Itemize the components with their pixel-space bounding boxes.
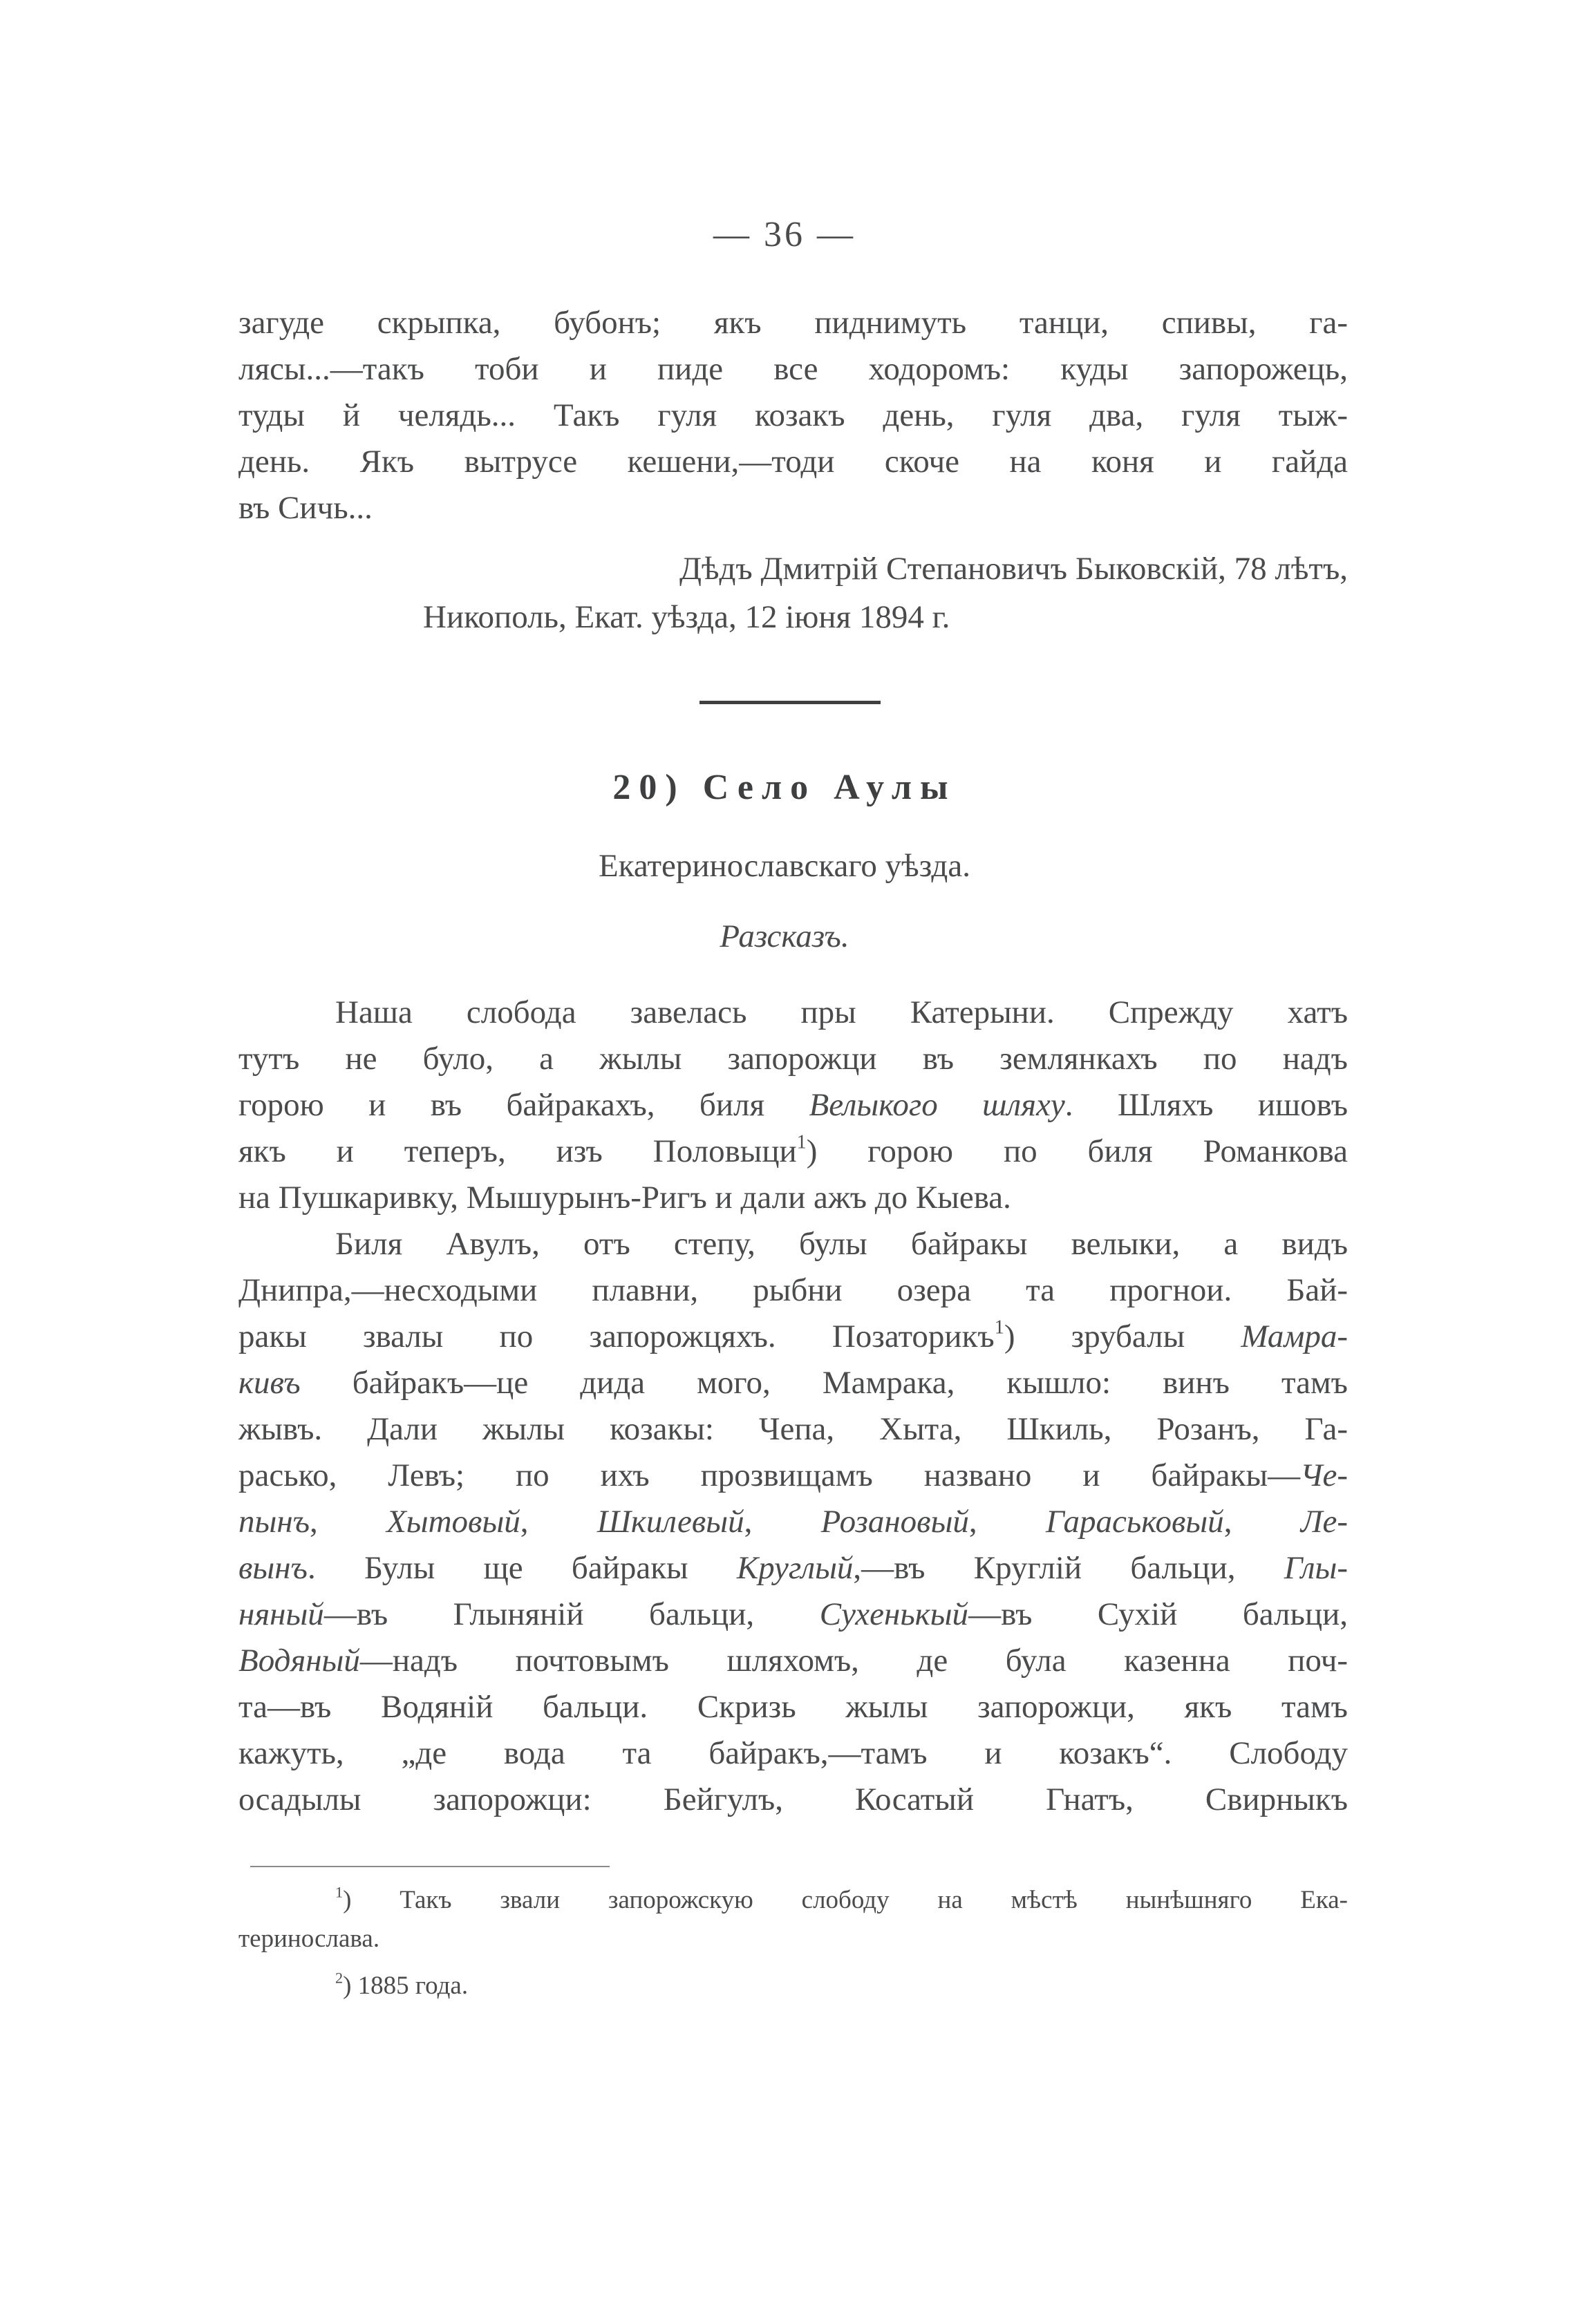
text-line: жывъ. Дали жылы козакы: Чепа, Хыта, Шкиль, Розанъ, Га-: [238, 1411, 1348, 1447]
footnote-ref: 1: [796, 1131, 807, 1153]
text-line: Днипра,—несходыми плавни, рыбни озера та прогнои. Бай-: [238, 1272, 1348, 1308]
text-line: кивъ байракъ—це дида мого, Мамрака, кышло: винъ тамъ: [238, 1365, 1348, 1401]
text-line: на Пушкаривку, Мышурынъ-Ригъ и дали ажъ до Кыева.: [238, 1180, 1011, 1216]
text-line: расько, Левъ; по ихъ прозвищамъ названо и байракы—Че-: [238, 1457, 1348, 1493]
text-line: тутъ не було, а жылы запорожци въ землянкахъ по надъ: [238, 1041, 1348, 1077]
text-line: ракы звалы по запорожцяхъ. Позаторикъ$^1$) зрубалы Мамра-: [238, 1316, 1348, 1354]
place-date-attribution: Никополь, Екат. уѣзда, 12 іюня 1894 г.: [423, 599, 950, 635]
text-line: Водяный—надъ почтовымъ шляхомъ, де була казенна поч-: [238, 1643, 1348, 1679]
section-title: 20) Село Аулы: [612, 768, 957, 807]
text-line: осадылы запорожци: Бейгулъ, Косатый Гнатъ, Свирныкъ: [238, 1782, 1348, 1817]
footnote-1: $^1$) Такъ звали запорожскую слободу на мѣстѣ нынѣшняго Ека-: [335, 1883, 1348, 1914]
text-line: туды й челядь... Такъ гуля козакъ день, гуля два, гуля тыж-: [238, 397, 1348, 433]
footnote-1-continued: теринослава.: [238, 1925, 380, 1953]
page-number: — 36 —: [713, 215, 856, 254]
text-line: въ Сичь...: [238, 490, 373, 526]
footnote-ref: 1: [994, 1316, 1004, 1339]
text-line: загуде скрыпка, бубонъ; якъ пиднимуть танци, спивы, га-: [238, 305, 1348, 341]
text-line: якъ и теперъ, изъ Половыци$^1$) горою по биля Романкова: [238, 1131, 1348, 1169]
text-line: няный—въ Глыняній бальци, Сухенькый—въ Сухій бальци,: [238, 1596, 1348, 1632]
text-line: лясы...—такъ тоби и пиде все ходоромъ: куды запорожець,: [238, 351, 1348, 387]
text-line: горою и въ байракахъ, биля Велыкого шляху. Шляхъ ишовъ: [238, 1087, 1348, 1123]
footnote-divider: [250, 1866, 610, 1867]
text-line: вынъ. Булы ще байракы Круглый,—въ Круглій бальци, Глы-: [238, 1550, 1348, 1586]
section-genre: Разсказъ.: [720, 918, 849, 954]
italic-place-name: Велыкого шляху: [809, 1087, 1065, 1123]
narrator-attribution: Дѣдъ Дмитрій Степановичъ Быковскій, 78 лѣтъ,: [679, 551, 1348, 587]
text-line: Наша слобода завелась пры Катерыни. Спрежду хатъ: [335, 994, 1348, 1030]
text-line: та—въ Водяній бальци. Скризь жылы запорожци, якъ тамъ: [238, 1689, 1348, 1725]
section-subtitle: Екатеринославскаго уѣзда.: [599, 848, 970, 884]
story-body: [238, 990, 1348, 1823]
text-line: кажуть, „де вода та байракъ,—тамъ и козакъ“. Слободу: [238, 1735, 1348, 1771]
text-line: Биля Авулъ, отъ степу, булы байракы велыки, а видъ: [335, 1226, 1348, 1262]
text-line: день. Якъ вытрусе кешени,—тоди скоче на коня и гайда: [238, 444, 1348, 480]
footnotes: [238, 1881, 1348, 2005]
footnote-2: $^2$) 1885 года.: [335, 1969, 469, 2000]
text-line: пынъ, Хытовый, Шкилевый, Розановый, Гараськовый, Ле-: [238, 1504, 1349, 1540]
story-ending-paragraph: [238, 300, 1348, 531]
section-divider: [699, 701, 881, 704]
